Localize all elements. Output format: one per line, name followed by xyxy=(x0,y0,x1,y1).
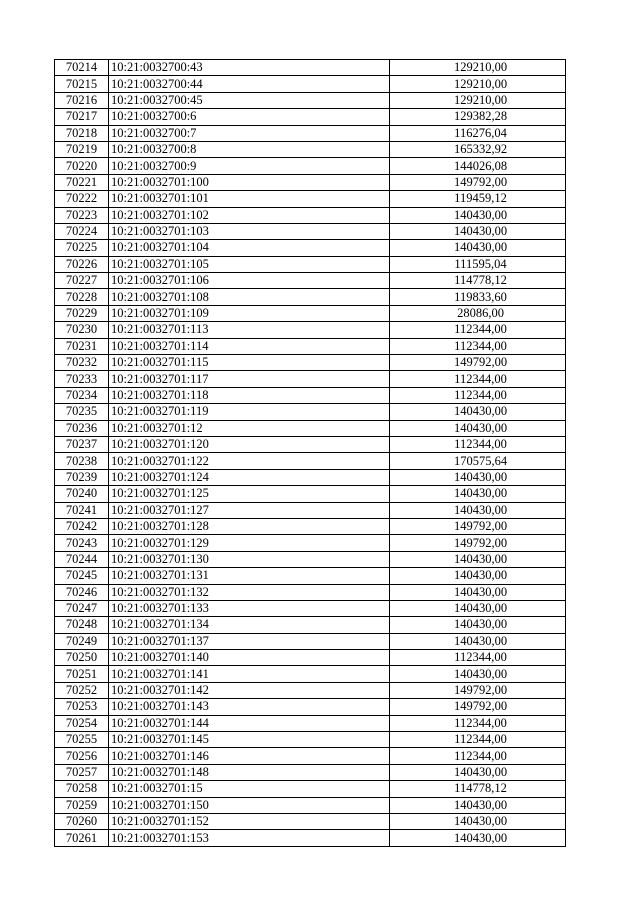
row-number-cell: 70232 xyxy=(55,355,109,371)
cadastral-number-cell: 10:21:0032700:45 xyxy=(109,92,390,108)
cadastral-value-cell: 140430,00 xyxy=(390,486,566,502)
table-row xyxy=(55,125,566,141)
cadastral-number-cell: 10:21:0032700:43 xyxy=(109,60,390,76)
cadastral-number-cell: 10:21:0032701:142 xyxy=(109,682,390,698)
table-row xyxy=(55,715,566,731)
cadastral-number-cell: 10:21:0032701:115 xyxy=(109,355,390,371)
table-row xyxy=(55,699,566,715)
table-row xyxy=(55,551,566,567)
row-number-cell: 70227 xyxy=(55,273,109,289)
table-row xyxy=(55,633,566,649)
row-number-cell: 70220 xyxy=(55,158,109,174)
table-row xyxy=(55,223,566,239)
row-number-cell: 70221 xyxy=(55,174,109,190)
cadastral-value-cell: 119459,12 xyxy=(390,191,566,207)
table-row xyxy=(55,420,566,436)
row-number-cell: 70233 xyxy=(55,371,109,387)
cadastral-value-cell: 170575,64 xyxy=(390,453,566,469)
cadastral-value-cell: 140430,00 xyxy=(390,469,566,485)
cadastral-value-cell: 112344,00 xyxy=(390,322,566,338)
row-number-cell: 70260 xyxy=(55,813,109,829)
cadastral-number-cell: 10:21:0032701:120 xyxy=(109,436,390,452)
cadastral-number-cell: 10:21:0032700:7 xyxy=(109,125,390,141)
cadastral-number-cell: 10:21:0032701:103 xyxy=(109,223,390,239)
table-row xyxy=(55,650,566,666)
table-row xyxy=(55,781,566,797)
table-row xyxy=(55,600,566,616)
row-number-cell: 70228 xyxy=(55,289,109,305)
cadastral-number-cell: 10:21:0032701:101 xyxy=(109,191,390,207)
table-row xyxy=(55,682,566,698)
table-row xyxy=(55,518,566,534)
row-number-cell: 70219 xyxy=(55,141,109,157)
row-number-cell: 70259 xyxy=(55,797,109,813)
table-row xyxy=(55,813,566,829)
row-number-cell: 70244 xyxy=(55,551,109,567)
row-number-cell: 70231 xyxy=(55,338,109,354)
cadastral-value-cell: 140430,00 xyxy=(390,502,566,518)
cadastral-number-cell: 10:21:0032700:9 xyxy=(109,158,390,174)
cadastral-number-cell: 10:21:0032700:6 xyxy=(109,109,390,125)
table-row xyxy=(55,797,566,813)
cadastral-value-cell: 144026,08 xyxy=(390,158,566,174)
row-number-cell: 70222 xyxy=(55,191,109,207)
cadastral-number-cell: 10:21:0032701:152 xyxy=(109,813,390,829)
cadastral-number-cell: 10:21:0032701:133 xyxy=(109,600,390,616)
cadastral-value-cell: 140430,00 xyxy=(390,551,566,567)
table-row xyxy=(55,92,566,108)
cadastral-value-cell: 140430,00 xyxy=(390,617,566,633)
table-row xyxy=(55,666,566,682)
cadastral-number-cell: 10:21:0032701:114 xyxy=(109,338,390,354)
cadastral-number-cell: 10:21:0032701:100 xyxy=(109,174,390,190)
table-row xyxy=(55,732,566,748)
cadastral-number-cell: 10:21:0032701:127 xyxy=(109,502,390,518)
row-number-cell: 70226 xyxy=(55,256,109,272)
cadastral-value-cell: 112344,00 xyxy=(390,371,566,387)
row-number-cell: 70251 xyxy=(55,666,109,682)
row-number-cell: 70253 xyxy=(55,699,109,715)
row-number-cell: 70250 xyxy=(55,650,109,666)
cadastral-value-cell: 129210,00 xyxy=(390,60,566,76)
cadastral-number-cell: 10:21:0032701:153 xyxy=(109,830,390,846)
row-number-cell: 70246 xyxy=(55,584,109,600)
cadastral-number-cell: 10:21:0032701:108 xyxy=(109,289,390,305)
table-row xyxy=(55,535,566,551)
row-number-cell: 70247 xyxy=(55,600,109,616)
cadastral-value-cell: 140430,00 xyxy=(390,584,566,600)
cadastral-number-cell: 10:21:0032701:145 xyxy=(109,732,390,748)
table-row xyxy=(55,371,566,387)
cadastral-value-cell: 149792,00 xyxy=(390,682,566,698)
cadastral-number-cell: 10:21:0032701:124 xyxy=(109,469,390,485)
row-number-cell: 70254 xyxy=(55,715,109,731)
table-row xyxy=(55,207,566,223)
cadastral-value-cell: 140430,00 xyxy=(390,813,566,829)
cadastral-value-cell: 112344,00 xyxy=(390,732,566,748)
cadastral-value-table xyxy=(54,59,566,847)
cadastral-value-cell: 140430,00 xyxy=(390,404,566,420)
table-row xyxy=(55,158,566,174)
row-number-cell: 70236 xyxy=(55,420,109,436)
table-row xyxy=(55,191,566,207)
table-row xyxy=(55,617,566,633)
row-number-cell: 70242 xyxy=(55,518,109,534)
cadastral-number-cell: 10:21:0032701:118 xyxy=(109,387,390,403)
cadastral-value-cell: 114778,12 xyxy=(390,781,566,797)
cadastral-value-cell: 140430,00 xyxy=(390,666,566,682)
cadastral-value-cell: 140430,00 xyxy=(390,830,566,846)
cadastral-number-cell: 10:21:0032701:129 xyxy=(109,535,390,551)
row-number-cell: 70237 xyxy=(55,436,109,452)
cadastral-value-cell: 112344,00 xyxy=(390,748,566,764)
table-row xyxy=(55,305,566,321)
row-number-cell: 70229 xyxy=(55,305,109,321)
cadastral-value-cell: 140430,00 xyxy=(390,420,566,436)
cadastral-value-cell: 149792,00 xyxy=(390,355,566,371)
row-number-cell: 70258 xyxy=(55,781,109,797)
row-number-cell: 70225 xyxy=(55,240,109,256)
cadastral-value-cell: 112344,00 xyxy=(390,387,566,403)
table-row xyxy=(55,355,566,371)
cadastral-value-cell: 149792,00 xyxy=(390,535,566,551)
cadastral-value-cell: 140430,00 xyxy=(390,797,566,813)
cadastral-value-cell: 28086,00 xyxy=(390,305,566,321)
cadastral-value-cell: 140430,00 xyxy=(390,600,566,616)
cadastral-number-cell: 10:21:0032701:132 xyxy=(109,584,390,600)
cadastral-number-cell: 10:21:0032701:12 xyxy=(109,420,390,436)
cadastral-value-cell: 140430,00 xyxy=(390,633,566,649)
cadastral-number-cell: 10:21:0032701:105 xyxy=(109,256,390,272)
cadastral-number-cell: 10:21:0032701:130 xyxy=(109,551,390,567)
row-number-cell: 70249 xyxy=(55,633,109,649)
cadastral-value-cell: 149792,00 xyxy=(390,699,566,715)
cadastral-number-cell: 10:21:0032700:8 xyxy=(109,141,390,157)
row-number-cell: 70215 xyxy=(55,76,109,92)
cadastral-number-cell: 10:21:0032701:141 xyxy=(109,666,390,682)
table-row xyxy=(55,764,566,780)
cadastral-number-cell: 10:21:0032701:148 xyxy=(109,764,390,780)
cadastral-number-cell: 10:21:0032700:44 xyxy=(109,76,390,92)
row-number-cell: 70224 xyxy=(55,223,109,239)
row-number-cell: 70248 xyxy=(55,617,109,633)
table-row xyxy=(55,174,566,190)
row-number-cell: 70217 xyxy=(55,109,109,125)
row-number-cell: 70256 xyxy=(55,748,109,764)
cadastral-value-cell: 140430,00 xyxy=(390,764,566,780)
table-row xyxy=(55,141,566,157)
cadastral-number-cell: 10:21:0032701:106 xyxy=(109,273,390,289)
table-row xyxy=(55,748,566,764)
table-row xyxy=(55,273,566,289)
cadastral-value-cell: 129382,28 xyxy=(390,109,566,125)
table-row xyxy=(55,60,566,76)
cadastral-number-cell: 10:21:0032701:109 xyxy=(109,305,390,321)
cadastral-value-cell: 140430,00 xyxy=(390,240,566,256)
cadastral-value-cell: 111595,04 xyxy=(390,256,566,272)
table-row xyxy=(55,584,566,600)
row-number-cell: 70230 xyxy=(55,322,109,338)
row-number-cell: 70239 xyxy=(55,469,109,485)
row-number-cell: 70234 xyxy=(55,387,109,403)
cadastral-number-cell: 10:21:0032701:113 xyxy=(109,322,390,338)
table-row xyxy=(55,469,566,485)
table-row xyxy=(55,240,566,256)
cadastral-number-cell: 10:21:0032701:140 xyxy=(109,650,390,666)
row-number-cell: 70218 xyxy=(55,125,109,141)
table-row xyxy=(55,322,566,338)
cadastral-value-cell: 140430,00 xyxy=(390,568,566,584)
row-number-cell: 70216 xyxy=(55,92,109,108)
cadastral-value-cell: 116276,04 xyxy=(390,125,566,141)
table-row xyxy=(55,568,566,584)
table-row xyxy=(55,387,566,403)
cadastral-value-cell: 140430,00 xyxy=(390,207,566,223)
cadastral-value-cell: 140430,00 xyxy=(390,223,566,239)
cadastral-number-cell: 10:21:0032701:131 xyxy=(109,568,390,584)
row-number-cell: 70255 xyxy=(55,732,109,748)
row-number-cell: 70257 xyxy=(55,764,109,780)
row-number-cell: 70238 xyxy=(55,453,109,469)
cadastral-value-cell: 129210,00 xyxy=(390,92,566,108)
cadastral-value-cell: 149792,00 xyxy=(390,174,566,190)
cadastral-number-cell: 10:21:0032701:104 xyxy=(109,240,390,256)
row-number-cell: 70240 xyxy=(55,486,109,502)
cadastral-number-cell: 10:21:0032701:122 xyxy=(109,453,390,469)
cadastral-number-cell: 10:21:0032701:119 xyxy=(109,404,390,420)
table-row xyxy=(55,289,566,305)
cadastral-value-cell: 112344,00 xyxy=(390,338,566,354)
table-row xyxy=(55,404,566,420)
table-row xyxy=(55,486,566,502)
cadastral-number-cell: 10:21:0032701:15 xyxy=(109,781,390,797)
row-number-cell: 70261 xyxy=(55,830,109,846)
cadastral-number-cell: 10:21:0032701:134 xyxy=(109,617,390,633)
row-number-cell: 70235 xyxy=(55,404,109,420)
table-row xyxy=(55,502,566,518)
row-number-cell: 70214 xyxy=(55,60,109,76)
cadastral-number-cell: 10:21:0032701:128 xyxy=(109,518,390,534)
table-row xyxy=(55,109,566,125)
table-body xyxy=(55,60,566,847)
cadastral-number-cell: 10:21:0032701:117 xyxy=(109,371,390,387)
row-number-cell: 70241 xyxy=(55,502,109,518)
table-row xyxy=(55,453,566,469)
row-number-cell: 70223 xyxy=(55,207,109,223)
table-row xyxy=(55,830,566,846)
cadastral-value-cell: 112344,00 xyxy=(390,715,566,731)
cadastral-number-cell: 10:21:0032701:144 xyxy=(109,715,390,731)
cadastral-number-cell: 10:21:0032701:137 xyxy=(109,633,390,649)
table-row xyxy=(55,256,566,272)
table-row xyxy=(55,338,566,354)
cadastral-number-cell: 10:21:0032701:125 xyxy=(109,486,390,502)
cadastral-value-cell: 165332,92 xyxy=(390,141,566,157)
cadastral-value-cell: 112344,00 xyxy=(390,436,566,452)
cadastral-number-cell: 10:21:0032701:143 xyxy=(109,699,390,715)
row-number-cell: 70243 xyxy=(55,535,109,551)
cadastral-value-cell: 129210,00 xyxy=(390,76,566,92)
row-number-cell: 70252 xyxy=(55,682,109,698)
table-row xyxy=(55,436,566,452)
cadastral-number-cell: 10:21:0032701:146 xyxy=(109,748,390,764)
cadastral-number-cell: 10:21:0032701:102 xyxy=(109,207,390,223)
cadastral-number-cell: 10:21:0032701:150 xyxy=(109,797,390,813)
table-row xyxy=(55,76,566,92)
cadastral-value-cell: 149792,00 xyxy=(390,518,566,534)
cadastral-value-cell: 119833,60 xyxy=(390,289,566,305)
cadastral-value-cell: 114778,12 xyxy=(390,273,566,289)
cadastral-value-cell: 112344,00 xyxy=(390,650,566,666)
row-number-cell: 70245 xyxy=(55,568,109,584)
